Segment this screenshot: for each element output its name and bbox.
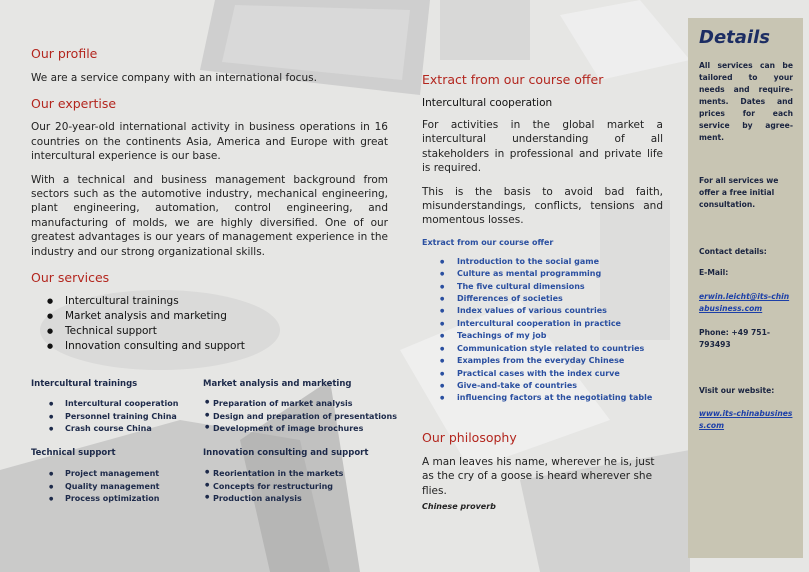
course-paragraph-1: For activities in the global market a intercultural understanding of all stakeholders in professional and private life is required. — [422, 119, 663, 175]
technical-block — [31, 448, 201, 506]
list-item: ● influencing factors at the negotiating table — [422, 392, 663, 404]
email-label: E-Mail: — [699, 268, 729, 277]
services-list — [31, 294, 388, 354]
course-heading: Extract from our course offer — [422, 72, 604, 87]
market-block — [203, 379, 403, 436]
list-item: ● Process optimization — [31, 493, 201, 506]
middle-column — [422, 72, 663, 405]
left-column — [31, 46, 388, 354]
expertise-paragraph-2: With a technical and business management background from sectors such as the automotive industry, mechanical engineering, plant engineering, automation, control engineering, and manufacturing of molds, we are highly diversified. One of our greatest advantages is our years of management experience in the industry and our strong organizational skills. — [31, 173, 388, 258]
course-list-title: Extract from our course offer — [422, 237, 554, 247]
list-item: ● Differences of societies — [422, 293, 663, 305]
list-item: ● Reorientation in the markets — [203, 468, 403, 481]
course-list — [422, 256, 663, 405]
list-item: ● Development of image brochures — [203, 423, 403, 436]
details-sidebar — [688, 18, 803, 558]
philosophy-block — [422, 430, 663, 511]
course-paragraph-2: This is the basis to avoid bad faith, misunderstandings, conflicts, tensions and momentous losses. — [422, 185, 663, 227]
innovation-block — [203, 448, 403, 506]
website-label: Visit our website: — [699, 386, 775, 395]
list-item: ● Preparation of market analysis — [203, 398, 403, 411]
profile-text: We are a service company with an international focus. — [31, 72, 317, 84]
philosophy-quote: A man leaves his name, wherever he is, just as the cry of a goose is heard wherever she flies. — [422, 456, 655, 497]
list-item: ● Practical cases with the index curve — [422, 368, 663, 380]
list-item: ● Personnel training China — [31, 411, 201, 424]
list-item: ● Communication style related to countries — [422, 343, 663, 355]
list-item: ● Index values of various countries — [422, 305, 663, 317]
list-item: ● Project management — [31, 468, 201, 481]
list-item: ● Crash course China — [31, 423, 201, 436]
services-heading: Our services — [31, 270, 110, 286]
profile-heading: Our profile — [31, 46, 98, 61]
list-item: ● Quality management — [31, 481, 201, 494]
phone-text: Phone: +49 751-793493 — [699, 328, 771, 349]
list-item: ● Teachings of my job — [422, 330, 663, 342]
list-item: ● Technical support — [31, 324, 388, 339]
list-item: ● The five cultural dimensions — [422, 281, 663, 293]
intercultural-block — [31, 379, 201, 436]
details-heading: Details — [699, 27, 770, 48]
list-item: ● Intercultural trainings — [31, 294, 388, 309]
list-item: ● Give-and-take of countries — [422, 380, 663, 392]
expertise-heading: Our expertise — [31, 96, 117, 112]
course-subtitle: Intercultural cooperation — [422, 97, 553, 109]
list-item: ● Introduction to the social game — [422, 256, 663, 268]
website-link[interactable]: www.its-chinabusiness.com — [699, 409, 793, 430]
list-item: ● Market analysis and marketing — [31, 309, 388, 324]
contact-label: Contact details: — [699, 247, 767, 256]
innovation-heading: Innovation consulting and support — [203, 448, 369, 458]
philosophy-heading: Our philosophy — [422, 430, 517, 445]
market-heading: Market analysis and marketing — [203, 379, 352, 389]
list-item: ● Production analysis — [203, 493, 403, 506]
list-item: ● Intercultural cooperation — [31, 398, 201, 411]
list-item: ● Examples from the everyday Chinese — [422, 355, 663, 367]
list-item: ● Intercultural cooperation in practice — [422, 318, 663, 330]
details-paragraph-1: All services can be tailored to your needs and require-ments. Dates and prices for each service by agree-ment. — [699, 61, 793, 142]
list-item: ● Design and preparation of presentations — [203, 411, 403, 424]
list-item: ● Culture as mental programming — [422, 268, 663, 280]
technical-heading: Technical support — [31, 448, 116, 458]
expertise-paragraph-1: Our 20-year-old international activity in business operations in 16 countries on the continents Asia, America and Europe with great intercultural experience is our base. — [31, 121, 388, 163]
philosophy-source: Chinese proverb — [422, 502, 496, 512]
list-item: ● Concepts for restructuring — [203, 481, 403, 494]
details-paragraph-2: For all services we offer a free initial consultation. — [699, 176, 779, 209]
list-item: ● Innovation consulting and support — [31, 339, 388, 354]
email-link[interactable]: erwin.leicht@its-chinabusiness.com — [699, 292, 790, 313]
intercultural-heading: Intercultural trainings — [31, 379, 138, 389]
